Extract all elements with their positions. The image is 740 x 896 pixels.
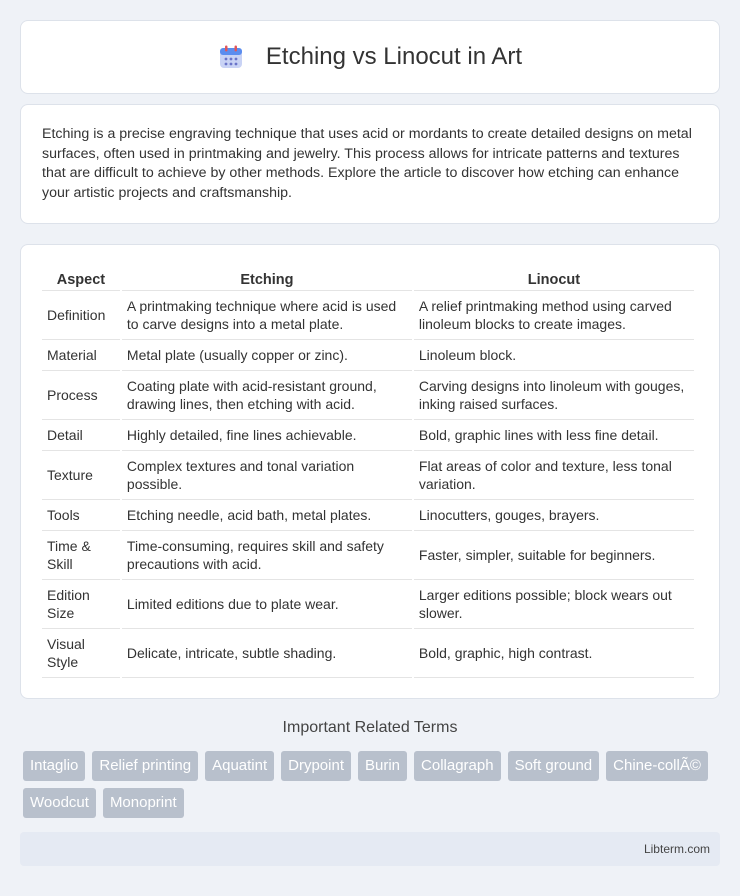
related-terms-list [23,751,723,825]
table-row [42,291,694,340]
linocut-cell: Linoleum block. [414,340,694,371]
aspect-cell: Tools [42,500,120,531]
aspect-cell: Process [42,371,120,420]
etching-cell: Etching needle, acid bath, metal plates. [122,500,412,531]
linocut-cell: Linocutters, gouges, brayers. [414,500,694,531]
header-card [20,20,720,94]
aspect-cell: Visual Style [42,629,120,678]
footer [20,832,720,866]
linocut-cell: Larger editions possible; block wears out slower. [414,580,694,629]
etching-cell: Time-consuming, requires skill and safety precautions with acid. [122,531,412,580]
term-tag-intaglio[interactable]: Intaglio [23,751,85,781]
linocut-cell: Bold, graphic lines with less fine detail. [414,420,694,451]
aspect-cell: Edition Size [42,580,120,629]
term-tag-soft-ground[interactable]: Soft ground [508,751,600,781]
intro-text: Etching is a precise engraving technique that uses acid or mordants to create detailed designs on metal surfaces, often used in printmaking and jewelry. This process allows for intricate patterns and textures that are difficult to achieve by other methods. Explore the article to discover how etching can enhance your artistic projects and craftsmanship. [42,126,692,201]
header-aspect: Aspect [42,265,120,291]
linocut-cell: Carving designs into linoleum with gouges, inking raised surfaces. [414,371,694,420]
table-row [42,420,694,451]
table-row [42,340,694,371]
etching-cell: Complex textures and tonal variation possible. [122,451,412,500]
etching-cell: Metal plate (usually copper or zinc). [122,340,412,371]
aspect-cell: Texture [42,451,120,500]
comparison-table [40,265,696,678]
term-tag-chine-colle[interactable]: Chine-collÃ© [606,751,708,781]
table-row [42,531,694,580]
linocut-cell: Faster, simpler, suitable for beginners. [414,531,694,580]
table-header-row [42,265,694,291]
etching-cell: Coating plate with acid-resistant ground, drawing lines, then etching with acid. [122,371,412,420]
table-row [42,629,694,678]
table-row [42,371,694,420]
table-row [42,500,694,531]
aspect-cell: Time & Skill [42,531,120,580]
term-tag-monoprint[interactable]: Monoprint [103,788,184,818]
footer-site-link[interactable]: Libterm.com [643,842,710,856]
etching-cell: Delicate, intricate, subtle shading. [122,629,412,678]
calendar-icon [218,44,244,70]
aspect-cell: Material [42,340,120,371]
aspect-cell: Detail [42,420,120,451]
linocut-cell: A relief printmaking method using carved linoleum blocks to create images. [414,291,694,340]
term-tag-burin[interactable]: Burin [358,751,407,781]
etching-cell: Limited editions due to plate wear. [122,580,412,629]
term-tag-relief-printing[interactable]: Relief printing [92,751,198,781]
term-tag-collagraph[interactable]: Collagraph [414,751,501,781]
term-tag-drypoint[interactable]: Drypoint [281,751,351,781]
term-tag-woodcut[interactable]: Woodcut [23,788,96,818]
intro-card [20,104,720,224]
term-tag-aquatint[interactable]: Aquatint [205,751,274,781]
table-row [42,580,694,629]
aspect-cell: Definition [42,291,120,340]
header-linocut: Linocut [414,265,694,291]
table-row [42,451,694,500]
header-etching: Etching [122,265,412,291]
etching-cell: Highly detailed, fine lines achievable. [122,420,412,451]
linocut-cell: Bold, graphic, high contrast. [414,629,694,678]
etching-cell: A printmaking technique where acid is used to carve designs into a metal plate. [122,291,412,340]
linocut-cell: Flat areas of color and texture, less tonal variation. [414,451,694,500]
comparison-table-card [20,244,720,699]
related-terms-title: Important Related Terms [282,719,458,736]
page-title: Etching vs Linocut in Art [265,43,523,70]
